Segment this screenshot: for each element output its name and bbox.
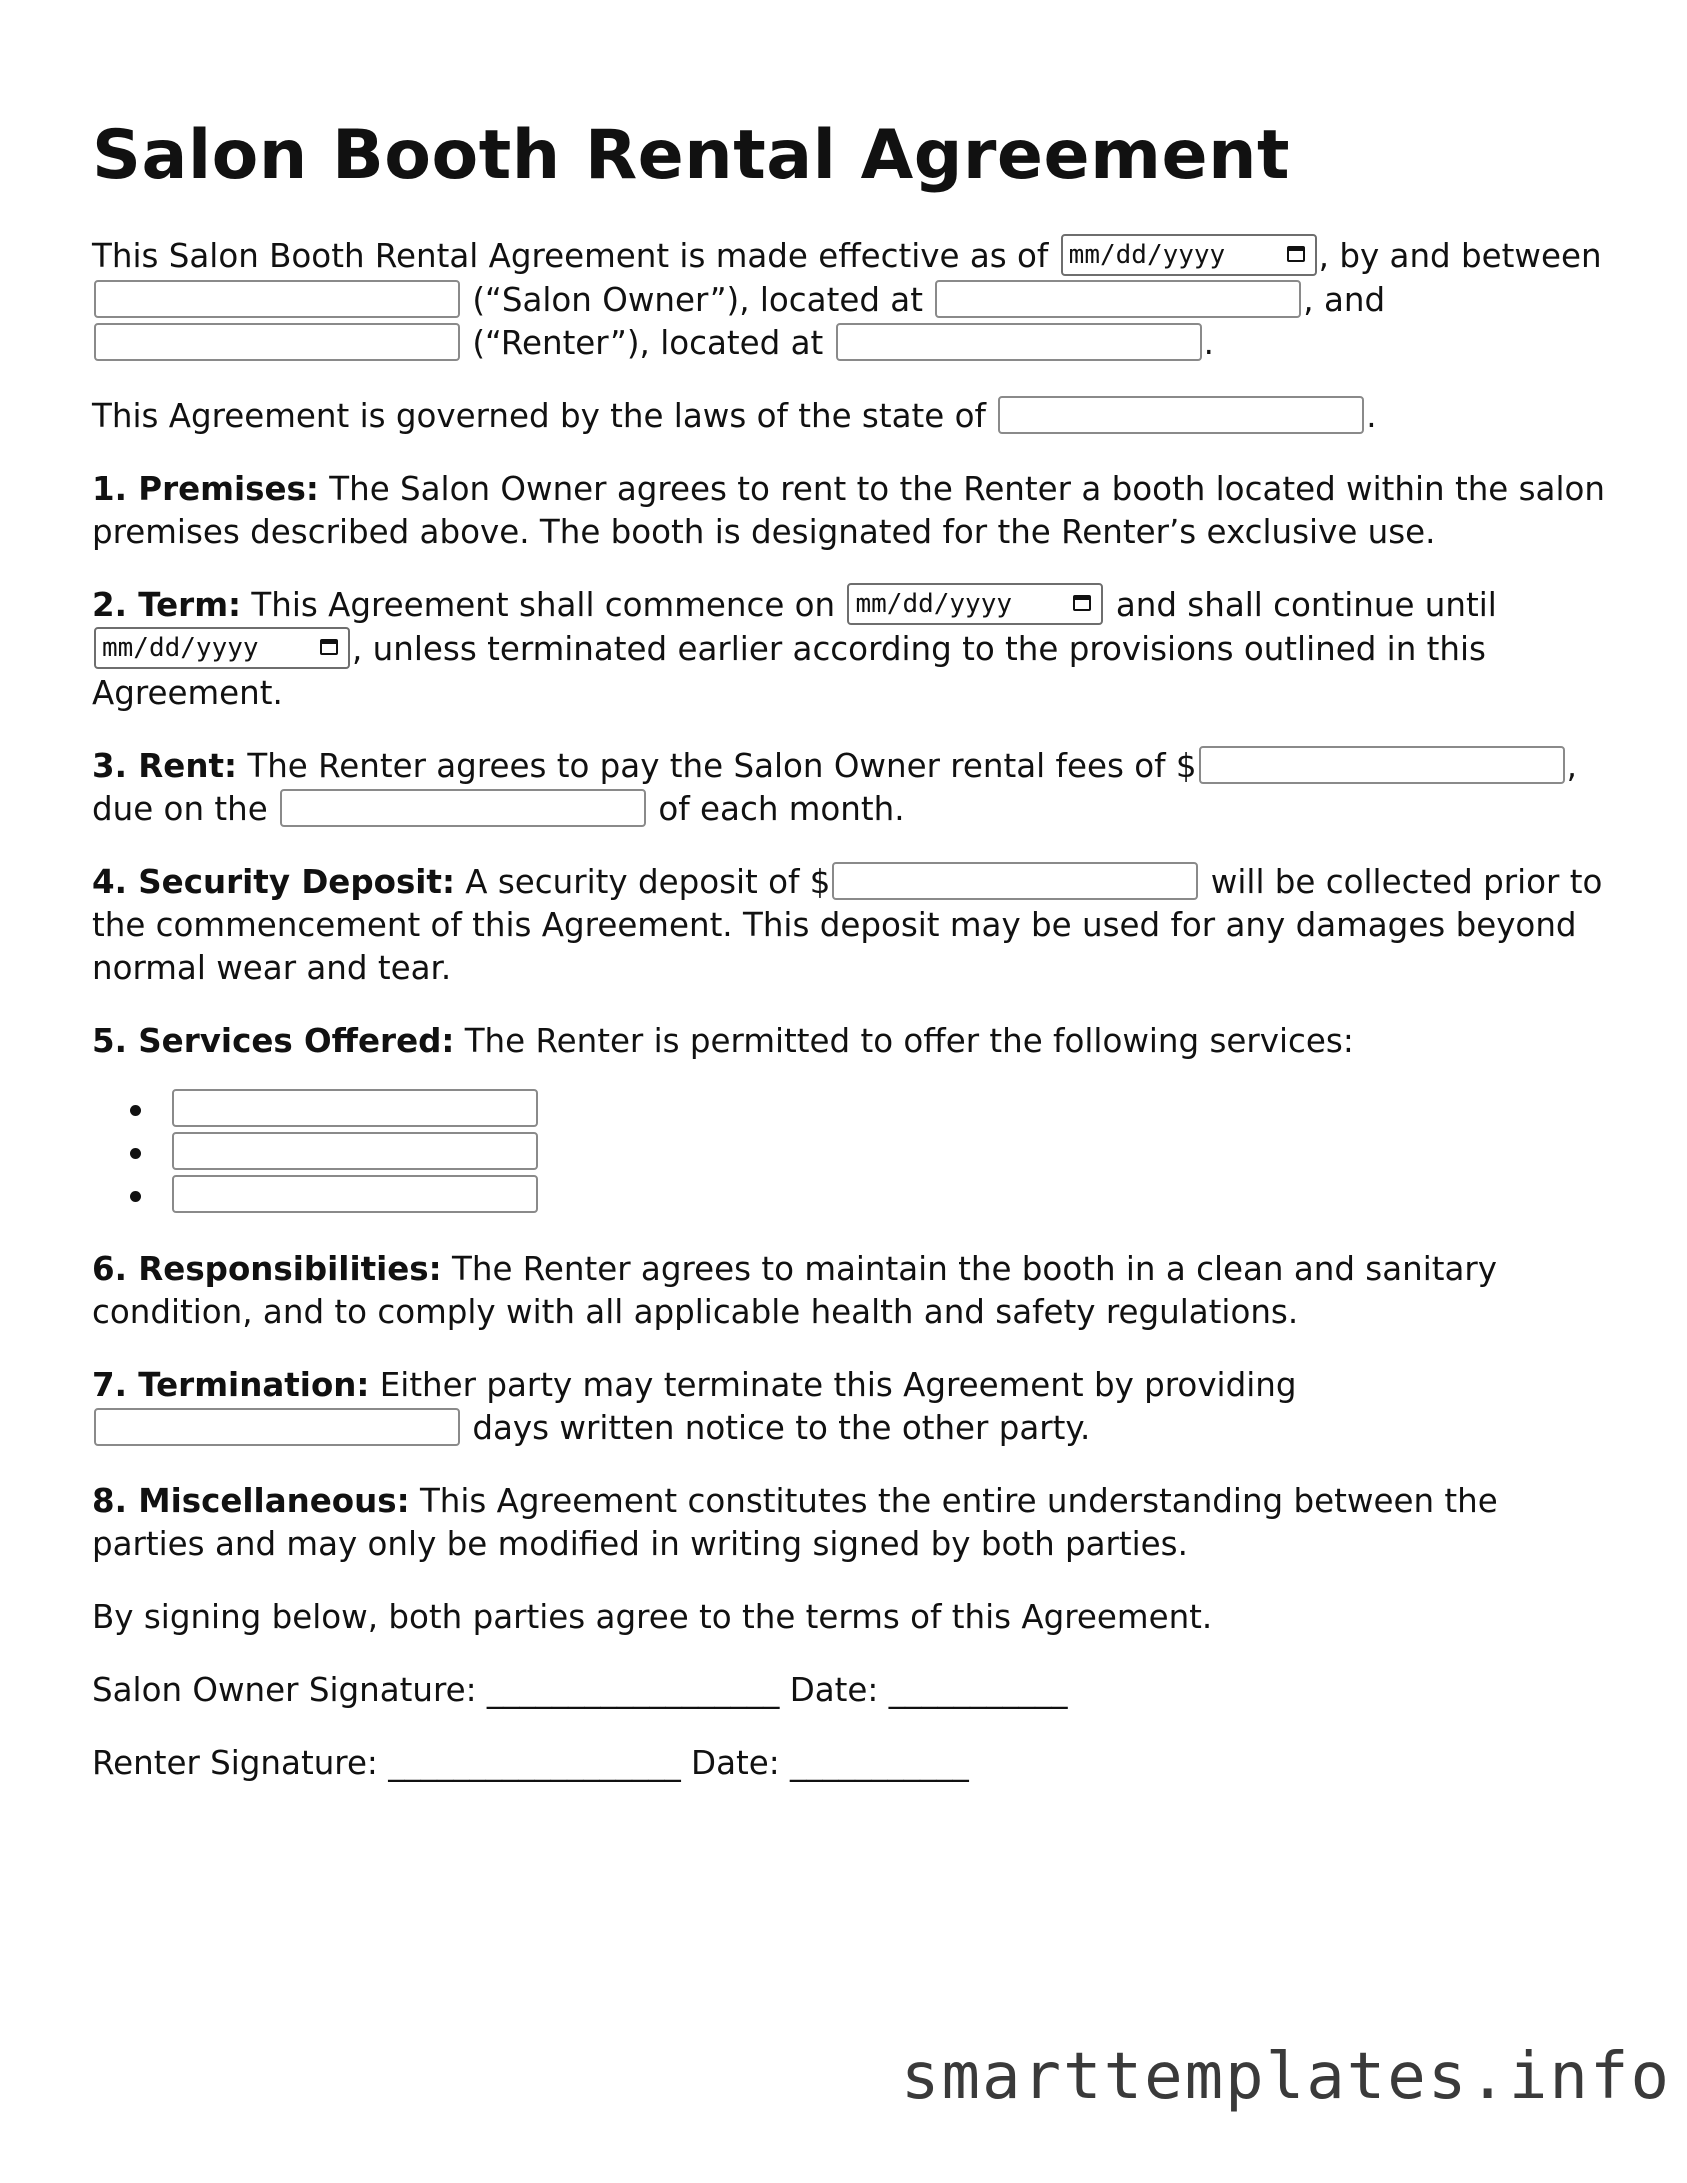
commence-date-input[interactable]: mm/dd/yyyy [847,583,1103,625]
closing-statement: By signing below, both parties agree to the terms of this Agreement. [92,1598,1213,1636]
section-heading: 1. Premises: [92,470,319,508]
service-input-1[interactable] [172,1089,538,1127]
section-responsibilities: 6. Responsibilities: The Renter agrees to maintain the booth in a clean and sanitary condition, and to comply with all applicable health and safety regulations. [92,1250,1498,1331]
section-heading: 7. Termination: [92,1366,370,1404]
date-blank: ___________ [790,1744,969,1782]
bullet-icon [130,1148,141,1159]
intro-paragraph: This Salon Booth Rental Agreement is made effective as of mm/dd/yyyy , by and between (“Salon Owner”), located at , and (“Renter”), located at . [92,235,1612,365]
effective-date-input[interactable]: mm/dd/yyyy [1061,234,1317,276]
signature-blank: __________________ [388,1744,681,1782]
deposit-amount-input[interactable] [832,862,1198,900]
renter-address-input[interactable] [836,323,1202,361]
calendar-icon [1287,246,1305,262]
section-miscellaneous: 8. Miscellaneous: This Agreement constitutes the entire understanding between the parties and may only be modified in writing signed by both parties. [92,1482,1498,1563]
bullet-icon [130,1105,141,1116]
governing-law-paragraph: This Agreement is governed by the laws of the state of . [92,397,1377,435]
section-services: 5. Services Offered: The Renter is permitted to offer the following services: [92,1022,1354,1060]
list-item [172,1089,1612,1132]
end-date-input[interactable]: mm/dd/yyyy [94,627,350,669]
rent-amount-input[interactable] [1199,746,1565,784]
section-rent: 3. Rent: The Renter agrees to pay the Salon Owner rental fees of $ , due on the of each month. [92,747,1577,828]
services-list [92,1089,1612,1218]
section-heading: 2. Term: [92,586,242,624]
watermark: smarttemplates.info [900,2040,1671,2114]
section-term: 2. Term: This Agreement shall commence on mm/dd/yyyy and shall continue until mm/dd/yyyy , unless terminated earlier according to the provisions outlined in this Agreement. [92,584,1612,715]
notice-days-input[interactable] [94,1408,460,1446]
rent-due-day-input[interactable] [280,789,646,827]
list-item [172,1132,1612,1175]
document-page [92,0,1612,1785]
section-premises: 1. Premises: The Salon Owner agrees to rent to the Renter a booth located within the salon premises described above. The booth is designated for the Renter’s exclusive use. [92,470,1605,551]
salon-owner-address-input[interactable] [935,280,1301,318]
date-blank: ___________ [888,1671,1068,1709]
renter-signature-line: Renter Signature: __________________ Date: ___________ [92,1744,969,1782]
section-heading: 8. Miscellaneous: [92,1482,410,1520]
page-title: Salon Booth Rental Agreement [92,116,1291,195]
renter-name-input[interactable] [94,323,460,361]
section-heading: 5. Services Offered: [92,1022,455,1060]
section-heading: 3. Rent: [92,747,238,785]
list-item [172,1175,1612,1218]
salon-owner-name-input[interactable] [94,280,460,318]
section-termination: 7. Termination: Either party may terminate this Agreement by providing days written notice to the other party. [92,1366,1297,1447]
section-security-deposit: 4. Security Deposit: A security deposit of $ will be collected prior to the commencement of this Agreement. This deposit may be used for any damages beyond normal wear and tear. [92,863,1603,987]
service-input-3[interactable] [172,1175,538,1213]
section-heading: 4. Security Deposit: [92,863,455,901]
bullet-icon [130,1191,141,1202]
calendar-icon [1073,595,1091,611]
calendar-icon [320,639,338,655]
governing-state-input[interactable] [998,396,1364,434]
signature-blank: __________________ [486,1671,780,1709]
section-heading: 6. Responsibilities: [92,1250,442,1288]
service-input-2[interactable] [172,1132,538,1170]
salon-owner-signature-line: Salon Owner Signature: __________________ Date: ___________ [92,1671,1068,1709]
